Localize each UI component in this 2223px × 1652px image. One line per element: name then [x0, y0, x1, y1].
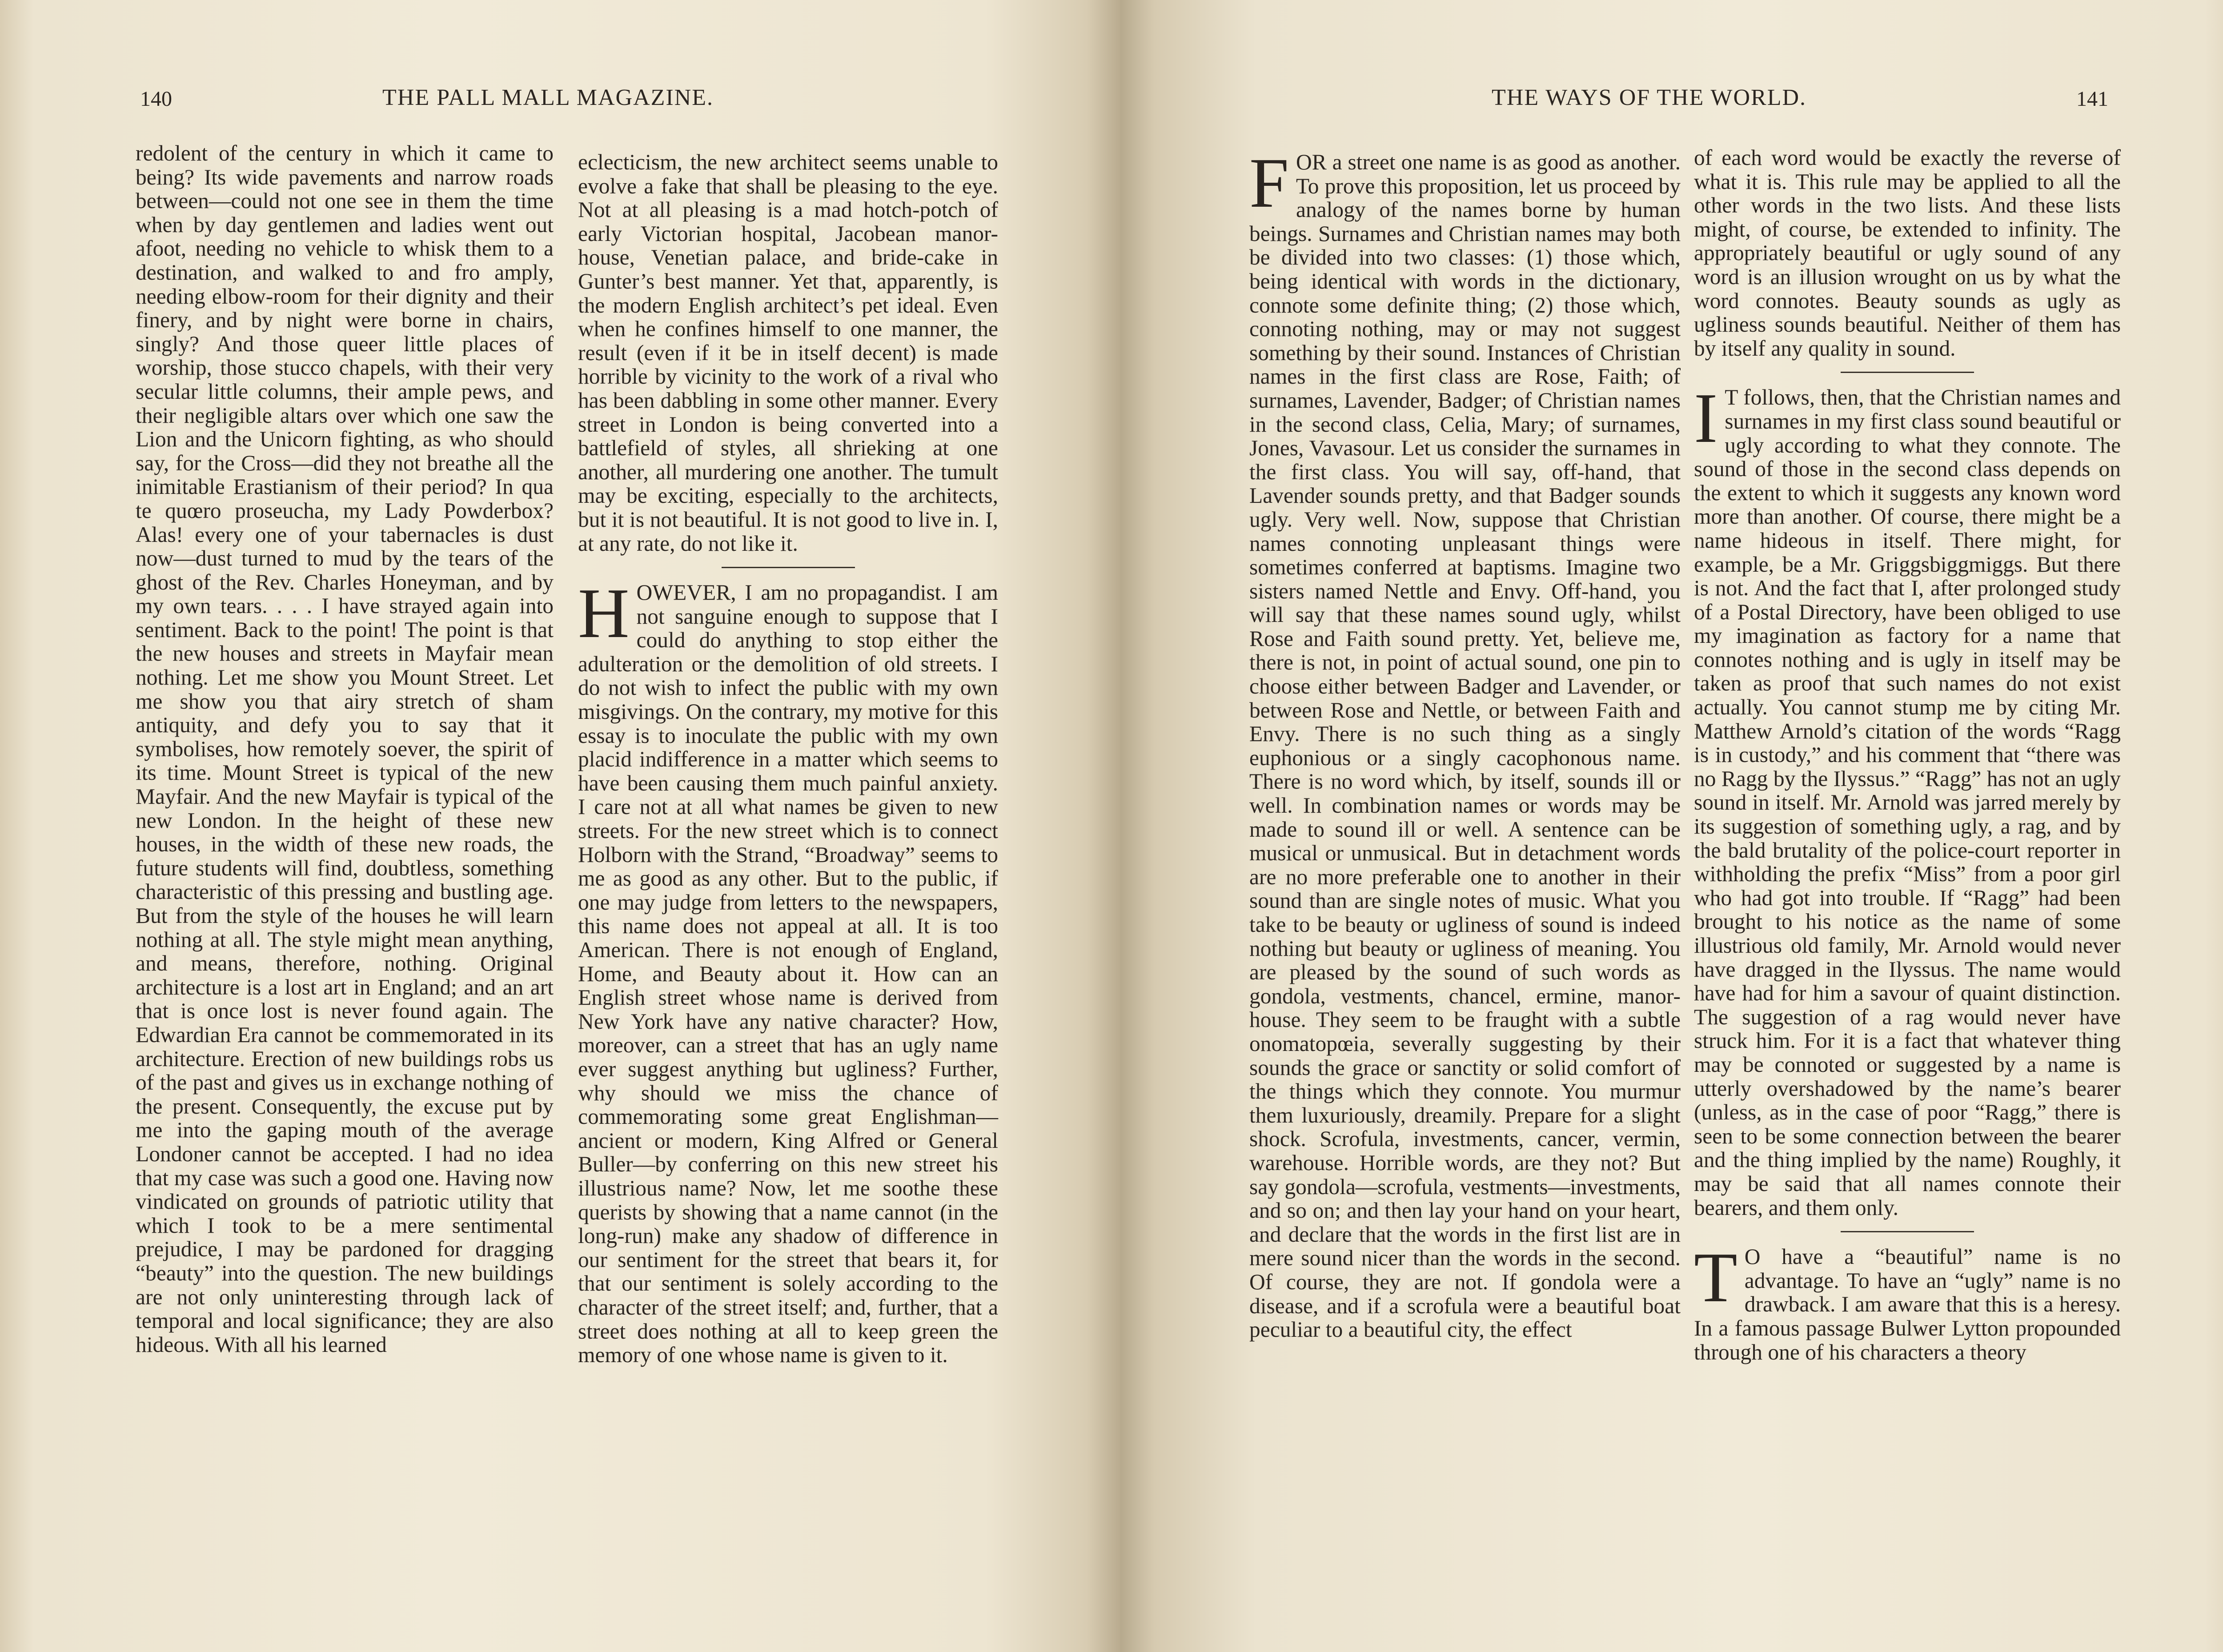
page-number-right: 141 — [2076, 87, 2108, 111]
right-column-1 — [1249, 143, 1681, 1342]
paragraph — [1694, 1238, 2121, 1364]
section-divider — [1841, 1231, 1974, 1232]
running-head-right: THE WAYS OF THE WORLD. — [1492, 85, 1807, 110]
running-head-left: THE PALL MALL MAGAZINE. — [382, 85, 714, 110]
paragraph: redolent of the century in which it came to being? Its wide pavements and narrow roads between—could not one see in them the time when by day gentlemen and ladies went out afoot, needing no vehicle to whisk them to a destination, and walked to and fro amply, needing elbow-room for their dignity and their finery, and by night were borne in chairs, singly? And those queer little places of worship, those stucco chapels, with their very secular little columns, their ample pews, and their negligible altars over which one saw the Lion and the Unicorn fighting, as who should say, for the Cross—did they not breathe all the inimitable Erastianism of their period? In qua te quœro proseucha, my Lady Powderbox? Alas! every one of your tabernacles is dust now—dust turned to mud by the tears of the ghost of the Rev. Charles Honeyman, and by my own tears. . . . I have strayed again into sentiment. Back to the point! The point is that the new houses and streets in Mayfair mean nothing. Let me show you Mount Street. Let me show you that airy stretch of sham antiquity, and defy you to say that it symbolises, how remotely soever, the spirit of its time. Mount Street is typical of the new Mayfair. And the new Mayfair is typical of the new London. In the height of these new houses, in the width of these new roads, the future students will find, doubtless, something characteristic of this pressing and bustling age. But from the style of the houses he will learn nothing at all. The style might mean anything, and means, therefore, nothing. Original architecture is a lost art in England; and an art that is once lost is never found again. The Edwardian Era cannot be commemorated in its architecture. Erection of new buildings robs us of the past and gives us in exchange nothing of the present. Consequently, the excuse put by me into the gaping mouth of the average Londoner cannot be accepted. I had no idea that my case was such a good one. Having now vindicated on grounds of patriotic utility that which I took to be a mere sentimental prejudice, I may be pardoned for dragging “beauty” into the question. The new buildings are not only uninteresting through lack of temporal and local significance; they are also hideous. With all his learned — [136, 141, 554, 1357]
paragraph-text: T follows, then, that the Christian names and surnames in my first class sound beautiful or ugly according to what they connote. The sound of those in the second class depends on the extent to which it suggests any known word more than another. Of course, there might be a name hideous in itself. There might, for example, be a Mr. Griggsbiggmiggs. But there is not. And the fact that I, after prolonged study of a Postal Directory, have been obliged to use my imagination as factory for a name that connotes nothing and is ugly in itself may be taken as proof that such names do not exist actually. You cannot stump me by citing Mr. Matthew Arnold’s citation of the words “Ragg is in custody,” and his comment that “there was no Ragg by the Ilyssus.” “Ragg” has not an ugly sound in itself. Mr. Arnold was jarred merely by its suggestion of something ugly, a rag, and by the bald brutality of the police-court reporter in withholding the prefix “Miss” from a poor girl who had got into trouble. If “Ragg” had been brought to his notice as the name of some illustrious old family, Mr. Arnold would never have dragged in the Ilyssus. The name would have had for him a savour of quaint distinction. The suggestion of a rag would never have struck him. For it is a fact that whatever thing may be connoted or suggested by a name is utterly overshadowed by the name’s bearer (unless, as in the case of poor “Ragg,” there is seen to be some connection between the bearer and the thing implied by the name) Roughly, it may be said that all names connote their bearers, and them only. — [1694, 385, 2121, 1220]
section-divider — [1841, 372, 1974, 373]
left-column-2 — [578, 150, 998, 1367]
paragraph: of each word would be exactly the reverse of what it is. This rule may be applied to all the other words in the two lists. And these lists might, of course, be extended to infinity. The appropriately beautiful or ugly sound of any word is an illusion wrought on us by what the word connotes. Beauty sounds as ugly as ugliness sounds beautiful. Neither of them has by itself any quality in sound. — [1694, 145, 2121, 361]
paragraph — [1249, 143, 1681, 1342]
paragraph-text: OWEVER, I am no propagandist. I am not sanguine enough to suppose that I could do anything to stop either the adulteration or the demolition of old streets. I do not wish to infect the public with my own misgivings. On the contrary, my motive for this essay is to inoculate the public with my own placid indifference in a matter which seems to have been causing them much painful anxiety. I care not at all what names be given to new streets. For the new street which is to connect Holborn with the Strand, “Broadway” seems to me as good as any other. But to the public, if one may judge from letters to the newspapers, this name does not appeal at all. It is too American. There is not enough of England, Home, and Beauty about it. How can an English street whose name is derived from New York have any native character? How, moreover, can a street that has an ugly name ever suggest anything but ugliness? Further, why should we miss the chance of commemorating some great Englishman—ancient or modern, King Alfred or General Buller—by conferring on this new street his illustrious name? Now, let me soothe these querists by showing that a name cannot (in the long-run) make any shadow of difference in our sentiment for the street that bears it, for that our sentiment is solely according to the character of the street itself; and, further, that a street does nothing at all to keep green the memory of one whose name is given to it. — [578, 580, 998, 1367]
paragraph-text: OR a street one name is as good as another. To prove this proposition, let us proceed by analogy of the names borne by human beings. Surnames and Christian names may both be divided into two classes: (1) those which, being identical with words in the dictionary, connote some definite thing; (2) those which, connoting nothing, may or may not suggest something by their sound. Instances of Christian names in the first class are Rose, Faith; of surnames, Lavender, Badger; of Christian names in the second class, Celia, Mary; of surnames, Jones, Vavasour. Let us consider the surnames in the first class. You will say, off-hand, that Lavender sounds pretty, and that Badger sounds ugly. Very well. Now, suppose that Christian names connoting unpleasant things were sometimes conferred at baptisms. Imagine two sisters named Nettle and Envy. Off-hand, you will say that these names sound ugly, whilst Rose and Faith sound pretty. Yet, believe me, there is not, in point of actual sound, one pin to choose either between Badger and Lavender, or between Rose and Nettle, or between Faith and Envy. There is no such thing as a singly euphonious or a singly cacophonous name. There is no word which, by itself, sounds ill or well. In combination names or words may be made to sound ill or well. A sentence can be musical or unmusical. But in detachment words are no more preferable one to another in their sound than are single notes of music. What you take to be beauty or ugliness of sound is indeed nothing but beauty or ugliness of meaning. You are pleased by the sound of such words as gondola, vestments, chancel, ermine, manor-house. They seem to be fraught with a subtle onomatopœia, severally suggesting by their sounds the grace or sanctity or solid comfort of the things which they connote. You murmur them luxuriously, dreamily. Prepare for a slight shock. Scrofula, investments, cancer, vermin, warehouse. Horrible words, are they not? But say gondola—scrofula, vestments—investments, and so on; and then lay your hand on your heart, and declare that the words in the first list are in mere sound nicer than the words in the second. Of course, they are not. If gondola were a disease, and if a scrofula were a beautiful boat peculiar to a beautiful city, the effect — [1249, 150, 1681, 1342]
right-page — [1120, 0, 2223, 1652]
drop-cap: F — [1249, 143, 1289, 222]
drop-cap: I — [1694, 378, 1718, 458]
drop-cap: T — [1694, 1238, 1737, 1317]
section-divider — [722, 567, 855, 568]
paragraph-text: O have a “beautiful” name is no advantage. To have an “ugly” name is no drawback. I am aware that this is a heresy. In a famous passage Bulwer Lytton propounded through one of his characters a theory — [1694, 1244, 2121, 1364]
left-column-1 — [136, 141, 554, 1356]
right-column-2 — [1694, 146, 2121, 1364]
drop-cap: H — [578, 573, 630, 653]
paragraph — [1694, 378, 2121, 1220]
paragraph: eclecticism, the new architect seems unable to evolve a fake that shall be pleasing to the eye. Not at all pleasing is a mad hotch-potch of early Victorian hospital, Jacobean manor-house, Venetian palace, and bride-cake in Gunter’s best manner. Yet that, apparently, is the modern English architect’s pet ideal. Even when he confines himself to one manner, the result (even if it be in itself decent) is made horrible by vicinity to the work of a rival who has been dabbling in some other manner. Every street in London is being converted into a battlefield of styles, all shrieking at one another, all murdering one another. The tumult may be exciting, especially to the architects, but it is not beautiful. It is not good to live in. I, at any rate, do not like it. — [578, 150, 998, 556]
page-number-left: 140 — [140, 87, 172, 111]
paragraph — [578, 573, 998, 1367]
